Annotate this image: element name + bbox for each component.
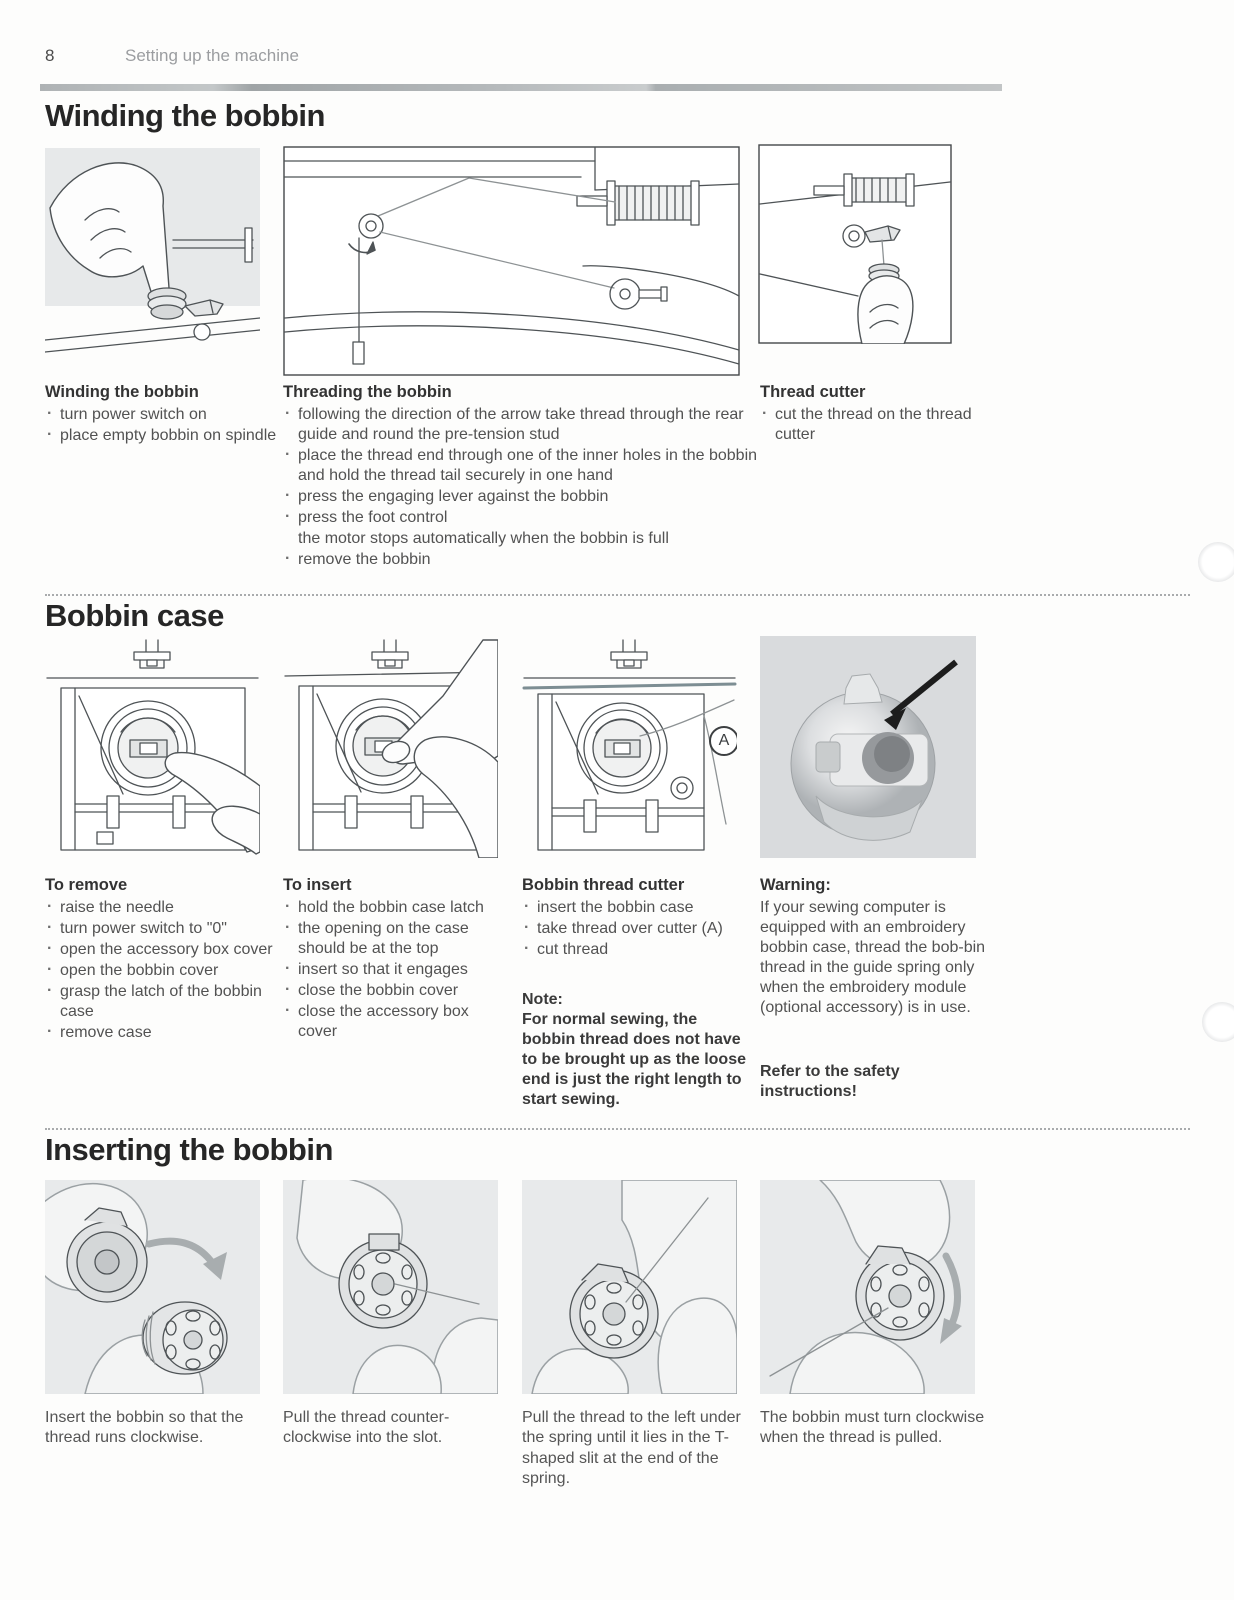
column-heading: Thread cutter <box>760 383 866 401</box>
list-item-continuation: the motor stops automatically when the bobbin is full <box>298 529 669 547</box>
note-body: For normal sewing, the bobbin thread does not have to be brought up as the loose end is just the right length to start sewing. <box>522 1010 746 1108</box>
section-separator <box>45 1128 1190 1130</box>
running-header: Setting up the machine <box>125 46 299 65</box>
bobbin-case-col2 <box>283 875 508 1043</box>
header-rule <box>40 84 1002 91</box>
list-item: · open the accessory box cover <box>45 940 277 960</box>
figure-caption: Pull the thread counter-clockwise into the slot. <box>283 1409 450 1447</box>
instruction-list <box>283 405 761 570</box>
list-item: · remove case <box>45 1023 277 1043</box>
figure-caption: Insert the bobbin so that the thread runs clockwise. <box>45 1409 244 1447</box>
list-item: · turn power switch to "0" <box>45 919 277 939</box>
scan-artifact <box>1202 1002 1234 1042</box>
instruction-list <box>522 898 754 960</box>
bobbin-case-col1 <box>45 875 277 1044</box>
note-block <box>522 990 754 1110</box>
column-heading: To remove <box>45 876 128 894</box>
column-heading: Winding the bobbin <box>45 383 199 401</box>
column-heading: Warning: <box>760 876 831 894</box>
instruction-list <box>283 898 508 1042</box>
list-item: · cut the thread on the thread cutter <box>760 405 985 445</box>
section-title-bobbin-case: Bobbin case <box>45 598 224 633</box>
list-item: · place the thread end through one of the inner holes in the bobbin and hold the thread tail securely in one hand <box>283 446 761 486</box>
list-item: · following the direction of the arrow take thread through the rear guide and round the pre-tension stud <box>283 405 761 445</box>
figure-insert-bobbin-3-illustration <box>522 1180 737 1394</box>
column-heading: To insert <box>283 876 352 894</box>
label-a-badge: A <box>709 726 737 756</box>
section-title-inserting: Inserting the bobbin <box>45 1132 333 1167</box>
list-item: · hold the bobbin case latch <box>283 898 508 918</box>
list-item: · insert so that it engages <box>283 960 508 980</box>
list-item: · the opening on the case should be at the top <box>283 919 508 959</box>
list-item: · open the bobbin cover <box>45 961 277 981</box>
list-item: · remove the bobbin <box>283 550 761 570</box>
column-heading: Threading the bobbin <box>283 383 452 401</box>
list-item: · close the bobbin cover <box>283 981 508 1001</box>
figure-caption: The bobbin must turn clockwise when the thread is pulled. <box>760 1409 985 1447</box>
note-title: Note: <box>522 990 563 1008</box>
figure-bobbin-insert-illustration <box>283 636 498 858</box>
figure-embroidery-bobbin-photo <box>760 636 976 858</box>
column-heading: Bobbin thread cutter <box>522 876 685 894</box>
warning-body: If your sewing computer is equipped with an embroidery bobbin case, thread the bob-bin thread in the guide spring only when the embroidery module (optional accessory) is in use. <box>760 898 986 1016</box>
list-item: · press the foot control <box>283 508 761 528</box>
list-item: · close the accessory box cover <box>283 1002 508 1042</box>
winding-col3 <box>760 382 985 446</box>
figure-insert-bobbin-4-illustration <box>760 1180 975 1394</box>
figure-winding-hand-illustration <box>45 148 260 363</box>
figure-bobbin-remove-illustration <box>45 636 260 858</box>
list-item: · cut thread <box>522 940 754 960</box>
list-item: · turn power switch on <box>45 405 277 425</box>
section-separator <box>45 594 1190 596</box>
figure-bobbin-thread-cutter-illustration <box>522 636 737 858</box>
instruction-list <box>45 405 277 446</box>
list-item: · take thread over cutter (A) <box>522 919 754 939</box>
scan-artifact <box>1198 542 1234 582</box>
list-item: · raise the needle <box>45 898 277 918</box>
figure-insert-bobbin-2-illustration <box>283 1180 498 1394</box>
bobbin-case-col4 <box>760 875 988 1102</box>
list-item: · grasp the latch of the bobbin case <box>45 982 277 1022</box>
section-title-winding: Winding the bobbin <box>45 98 325 133</box>
winding-col1 <box>45 382 277 447</box>
figure-threading-path-illustration <box>283 146 740 376</box>
bobbin-case-col3 <box>522 875 754 1110</box>
figure-caption: Pull the thread to the left under the spring until it lies in the T-shaped slit at the end of the spring. <box>522 1409 741 1487</box>
list-item: · press the engaging lever against the bobbin <box>283 487 761 507</box>
safety-reference: Refer to the safety instructions! <box>760 1062 900 1100</box>
list-item: · insert the bobbin case <box>522 898 754 918</box>
figure-thread-cutter-illustration <box>758 144 952 344</box>
list-item: · place empty bobbin on spindle <box>45 426 277 446</box>
winding-col2 <box>283 382 761 571</box>
instruction-list <box>760 405 985 445</box>
instruction-list <box>45 898 277 1043</box>
page-number: 8 <box>45 46 55 65</box>
figure-insert-bobbin-1-illustration <box>45 1180 260 1394</box>
